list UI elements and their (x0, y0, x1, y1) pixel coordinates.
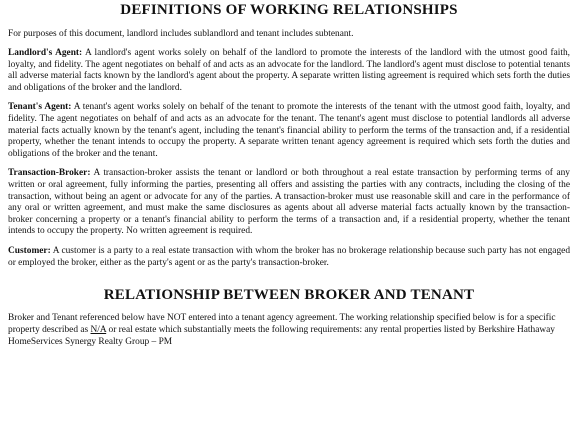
definition-term: Customer: (8, 245, 51, 256)
definition-landlords-agent (8, 48, 570, 94)
definition-customer (8, 246, 570, 269)
definition-text: A landlord's agent works solely on behalf of the landlord to promote the interests of the landlord with the utmost good faith, loyalty, and fidelity. The agent negotiates on behalf of and acts as an advocate for the landlord. The landlord's agent must disclose to potential tenants all adverse material facts known by the landlord's agent about the property. A separate written listing agreement is required which sets forth the duties and obligations of the broker and the landlord. (8, 48, 571, 93)
relationship-text-start: Broker and Tenant referenced below have NOT entered into a tenant agency agreement. The working relationship specified below is for a specific property described as (8, 313, 556, 335)
intro-paragraph: For purposes of this document, landlord includes sublandlord and tenant includes subtenant. (8, 29, 354, 39)
definition-text: A customer is a party to a real estate transaction with whom the broker has no brokerage relationship because such party has not engaged or employed the broker, either as the party's agent or as the party's transaction-broker. (8, 245, 571, 268)
relationship-paragraph (8, 313, 570, 348)
definition-term: Landlord's Agent: (8, 48, 83, 58)
definition-term: Transaction-Broker: (8, 168, 91, 179)
definition-term: Tenant's Agent: (8, 102, 72, 113)
relationship-text-end: or real estate which substantially meets the following requirements: any rental properties listed by Berkshire Hathaway HomeServices Synergy Realty Group – PM (8, 324, 555, 347)
definition-tenants-agent (8, 102, 570, 160)
section-title-relationship: RELATIONSHIP BETWEEN BROKER AND TENANT (103, 287, 475, 304)
definition-text: A tenant's agent works solely on behalf of the tenant to promote the interests of the tenant with the utmost good faith, loyalty, and fidelity. The agent negotiates on behalf of and acts as an advocate for the tenant. The tenant's agent must disclose to potential landlords all adverse material facts actually known by the tenant's agent, including the tenant's financial ability to perform the terms of the transaction and, if a residential property, whether the tenant intends to occupy the property. A separate written tenant agency agreement is required which sets forth the duties and obligations of the broker and the tenant. (8, 102, 571, 159)
document-title: DEFINITIONS OF WORKING RELATIONSHIPS (120, 2, 458, 18)
property-description-value: N/A (90, 324, 107, 335)
definition-text: A transaction-broker assists the tenant or landlord or both throughout a real estate transaction by performing terms of any written or oral agreement, fully informing the parties, presenting all offers and assisting the parties with any contracts, including the closing of the transaction, without being an agent or advocate for any of the parties. A transaction-broker must use reasonable skill and care in the performance of any oral or written agreement, and must make the same disclosures as agents about all adverse material facts actually known by the transaction-broker concerning a property or a tenant's financial ability to perform the terms of a transaction and, if a residential property, whether the tenant intends to occupy the property. No written agreement is required. (8, 168, 570, 237)
definition-transaction-broker (8, 168, 570, 238)
